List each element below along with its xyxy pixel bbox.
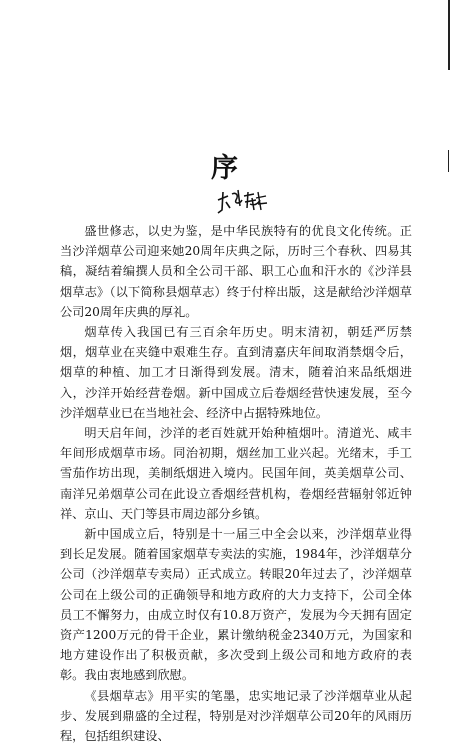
paragraph: 明天启年间，沙洋的老百姓就开始种植烟叶。清道光、咸丰年间形成烟草市场。同治初期，烟丝加工业兴起。光绪末，手工雪茄作坊出现，美制纸烟进入境内。民国年间，英美烟草公司、南洋兄弟烟草公司在此设立香烟经营机构，卷烟经营辐射邻近钟祥、京山、天门等县市周边部分乡镇。 [60, 426, 412, 521]
paragraph: 烟草传入我国已有三百余年历史。明末清初，朝廷严厉禁烟，烟草业在夹缝中艰难生存。直到清嘉庆年间取消禁烟令后，烟草的种植、加工才日渐得到发展。清末，随着泊来品纸烟进入，沙洋开始经营卷烟。新中国成立后卷烟经营快速发展，至今沙洋烟草业已在当地社会、经济中占据特殊地位。 [60, 325, 412, 420]
paragraph: 新中国成立后，特别是十一届三中全会以来，沙洋烟草业得到长足发展。随着国家烟草专卖法的实施，1984年，沙洋烟草分公司（沙洋烟草专卖局）正式成立。转眼20年过去了，沙洋烟草公司在上级公司的正确领导和地方政府的大力支持下，公司全体员工不懈努力，由成立时仅有10.8万资产，发展为今天拥有固定资产1200万元的骨干企业，累计缴纳税金2340万元，为国家和地方建设作出了积极贡献，多次受到上级公司和地方政府的表彰。我由衷地感到欣慰。 [60, 527, 412, 683]
author-signature [214, 186, 270, 216]
paragraph: 《县烟草志》用平实的笔墨，忠实地记录了沙洋烟草业从起步、发展到鼎盛的全过程，特别是对沙洋烟草公司20年的风雨历程，包括组织建设、 [60, 688, 412, 744]
preface-body [60, 221, 412, 746]
paragraph: 盛世修志，以史为鉴，是中华民族特有的优良文化传统。正当沙洋烟草公司迎来她20周年庆典之际，历时三个春秋、四易其稿，凝结着编撰人员和全公司干部、职工心血和汗水的《沙洋县烟草志》（以下简称县烟草志）终于付梓出版，这是献给沙洋烟草公司20周年庆典的厚礼。 [60, 224, 412, 319]
preface-title: 序 [211, 153, 239, 184]
